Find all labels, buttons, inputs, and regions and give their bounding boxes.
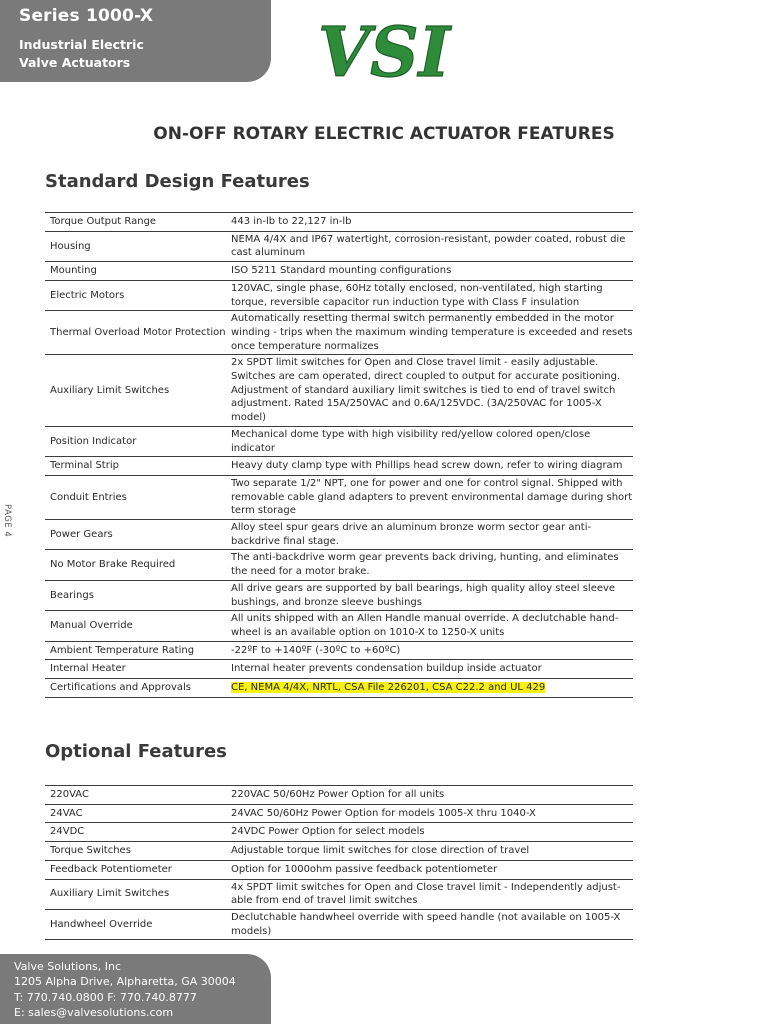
page-number: PAGE 4	[2, 504, 12, 538]
feature-name: Torque Output Range	[45, 213, 226, 232]
table-row	[45, 660, 633, 679]
feature-description-text: The anti-backdrive worm gear prevents back driving, hunting, and eliminates the need for a motor brake.	[231, 552, 619, 578]
series-title: Series 1000-X	[19, 6, 154, 26]
feature-description	[226, 909, 633, 939]
feature-name: 24VDC	[45, 823, 226, 842]
footer-address: 1205 Alpha Drive, Alpharetta, GA 30004	[14, 975, 236, 989]
vsi-logo	[314, 14, 454, 86]
feature-description-text: 4x SPDT limit switches for Open and Close travel limit - Independently adjust-able from end of travel limit switches	[231, 881, 621, 907]
page-title: ON-OFF ROTARY ELECTRIC ACTUATOR FEATURES	[153, 124, 615, 144]
table-row	[45, 550, 633, 580]
table-row	[45, 804, 633, 823]
feature-description-text: Two separate 1/2" NPT, one for power and one for control signal. Shipped with removable cable gland adapters to prevent environmental damage during short term storage	[231, 477, 633, 517]
table-row	[45, 280, 633, 310]
feature-description-text: 2x SPDT limit switches for Open and Close travel limit - easily adjustable. Switches are cam operated, direct coupled to output for accurate positioning. Adjustment of standard auxiliary limit switches is tied to end of travel switch adjustment. Rated 15A/250VAC and 0.6A/125VDC. (3A/250VAC for 1005-X model)	[231, 357, 621, 424]
feature-description-text: Heavy duty clamp type with Phillips head screw down, refer to wiring diagram	[231, 460, 623, 472]
feature-name: Feedback Potentiometer	[45, 860, 226, 879]
table-row	[45, 355, 633, 427]
series-header	[0, 0, 271, 82]
feature-description	[226, 641, 633, 660]
feature-description	[226, 457, 633, 476]
feature-description-text: 220VAC 50/60Hz Power Option for all units	[231, 789, 445, 800]
feature-name: Auxiliary Limit Switches	[45, 355, 226, 427]
feature-description	[226, 660, 633, 679]
feature-name: Power Gears	[45, 520, 226, 550]
feature-description	[226, 611, 633, 641]
feature-name: Position Indicator	[45, 426, 226, 456]
feature-description	[226, 550, 633, 580]
feature-name: 220VAC	[45, 786, 226, 805]
feature-description	[226, 426, 633, 456]
feature-name: Ambient Temperature Rating	[45, 641, 226, 660]
feature-name: Internal Heater	[45, 660, 226, 679]
feature-description-text: 24VAC 50/60Hz Power Option for models 1005-X thru 1040-X	[231, 807, 536, 819]
feature-name: Housing	[45, 231, 226, 261]
standard-features-table	[45, 212, 633, 698]
feature-description-text: NEMA 4/4X and IP67 watertight, corrosion-resistant, powder coated, robust die cast aluminum	[231, 233, 626, 259]
footer-company: Valve Solutions, Inc	[14, 960, 122, 973]
table-row	[45, 860, 633, 879]
feature-description	[226, 311, 633, 355]
feature-description-text: ISO 5211 Standard mounting configurations	[231, 265, 452, 277]
feature-description	[226, 262, 633, 281]
feature-description	[226, 213, 633, 232]
feature-description-text: -22ºF to +140ºF (-30ºC to +60ºC)	[231, 644, 401, 656]
feature-description-text: Option for 1000ohm passive feedback potentiometer	[231, 863, 498, 875]
optional-features-table	[45, 785, 633, 940]
table-row	[45, 679, 633, 698]
feature-name: Terminal Strip	[45, 457, 226, 476]
feature-description	[226, 520, 633, 550]
logo-text: VSI	[318, 14, 453, 86]
optional-features-title: Optional Features	[45, 741, 227, 762]
feature-description	[226, 280, 633, 310]
feature-description-text: All drive gears are supported by ball bearings, high quality alloy steel sleeve bushings, and bronze sleeve bushings	[231, 582, 616, 608]
feature-description-text: 24VDC Power Option for select models	[231, 826, 425, 838]
footer-email[interactable]: E: sales@valvesolutions.com	[14, 1005, 174, 1019]
table-row	[45, 842, 633, 861]
table-row	[45, 909, 633, 939]
feature-description	[226, 679, 633, 698]
feature-description-text: All units shipped with an Allen Handle manual override. A declutchable hand-wheel is an available option on 1010-X to 1250-X units	[231, 613, 619, 638]
table-row	[45, 823, 633, 842]
feature-description-text: Internal heater prevents condensation buildup inside actuator	[231, 663, 542, 675]
table-row	[45, 457, 633, 476]
table-row	[45, 213, 633, 232]
feature-description	[226, 786, 633, 805]
feature-description	[226, 355, 633, 427]
feature-name: Torque Switches	[45, 842, 226, 861]
feature-description	[226, 823, 633, 842]
feature-description	[226, 231, 633, 261]
feature-description-text: Alloy steel spur gears drive an aluminum bronze worm sector gear anti-backdrive final stage.	[231, 522, 592, 547]
feature-name: Mounting	[45, 262, 226, 281]
table-row	[45, 262, 633, 281]
feature-name: Electric Motors	[45, 280, 226, 310]
table-row	[45, 426, 633, 456]
table-row	[45, 520, 633, 550]
feature-description	[226, 804, 633, 823]
feature-name: Manual Override	[45, 611, 226, 641]
feature-name: Bearings	[45, 580, 226, 610]
feature-description	[226, 842, 633, 861]
table-row	[45, 879, 633, 909]
feature-description-text: Automatically resetting thermal switch permanently embedded in the motor winding - trips when the maximum winding temperature is exceeded and resets once temperature normalizes	[231, 313, 633, 352]
feature-description	[226, 879, 633, 909]
feature-description-text: 120VAC, single phase, 60Hz totally enclosed, non-ventilated, high starting torque, reversible capacitor run induction type with Class F insulation	[231, 282, 603, 308]
feature-description	[226, 580, 633, 610]
feature-description	[226, 860, 633, 879]
table-row	[45, 311, 633, 355]
feature-name: Conduit Entries	[45, 475, 226, 519]
feature-name: Thermal Overload Motor Protection	[45, 311, 226, 355]
table-row	[45, 611, 633, 641]
feature-name: 24VAC	[45, 804, 226, 823]
feature-description-text: Adjustable torque limit switches for close direction of travel	[231, 845, 530, 857]
table-row	[45, 786, 633, 805]
feature-description-text: Declutchable handwheel override with speed handle (not available on 1005-X models)	[231, 911, 621, 937]
feature-name: Auxiliary Limit Switches	[45, 879, 226, 909]
table-row	[45, 641, 633, 660]
series-subtitle: Industrial Electric Valve Actuators	[19, 37, 144, 70]
table-row	[45, 475, 633, 519]
feature-name: Certifications and Approvals	[45, 679, 226, 698]
feature-name: Handwheel Override	[45, 909, 226, 939]
feature-description	[226, 475, 633, 519]
feature-description-text: Mechanical dome type with high visibility red/yellow colored open/close indicator	[231, 428, 591, 454]
feature-description-text: CE, NEMA 4/4X, NRTL, CSA File 226201, CSA C22.2 and UL 429	[231, 682, 546, 694]
table-row	[45, 580, 633, 610]
standard-features-title: Standard Design Features	[45, 171, 310, 192]
table-row	[45, 231, 633, 261]
feature-name: No Motor Brake Required	[45, 550, 226, 580]
company-footer	[0, 954, 271, 1024]
footer-phone: T: 770.740.0800 F: 770.740.8777	[14, 990, 197, 1004]
feature-description-text: 443 in-lb to 22,127 in-lb	[231, 216, 352, 227]
